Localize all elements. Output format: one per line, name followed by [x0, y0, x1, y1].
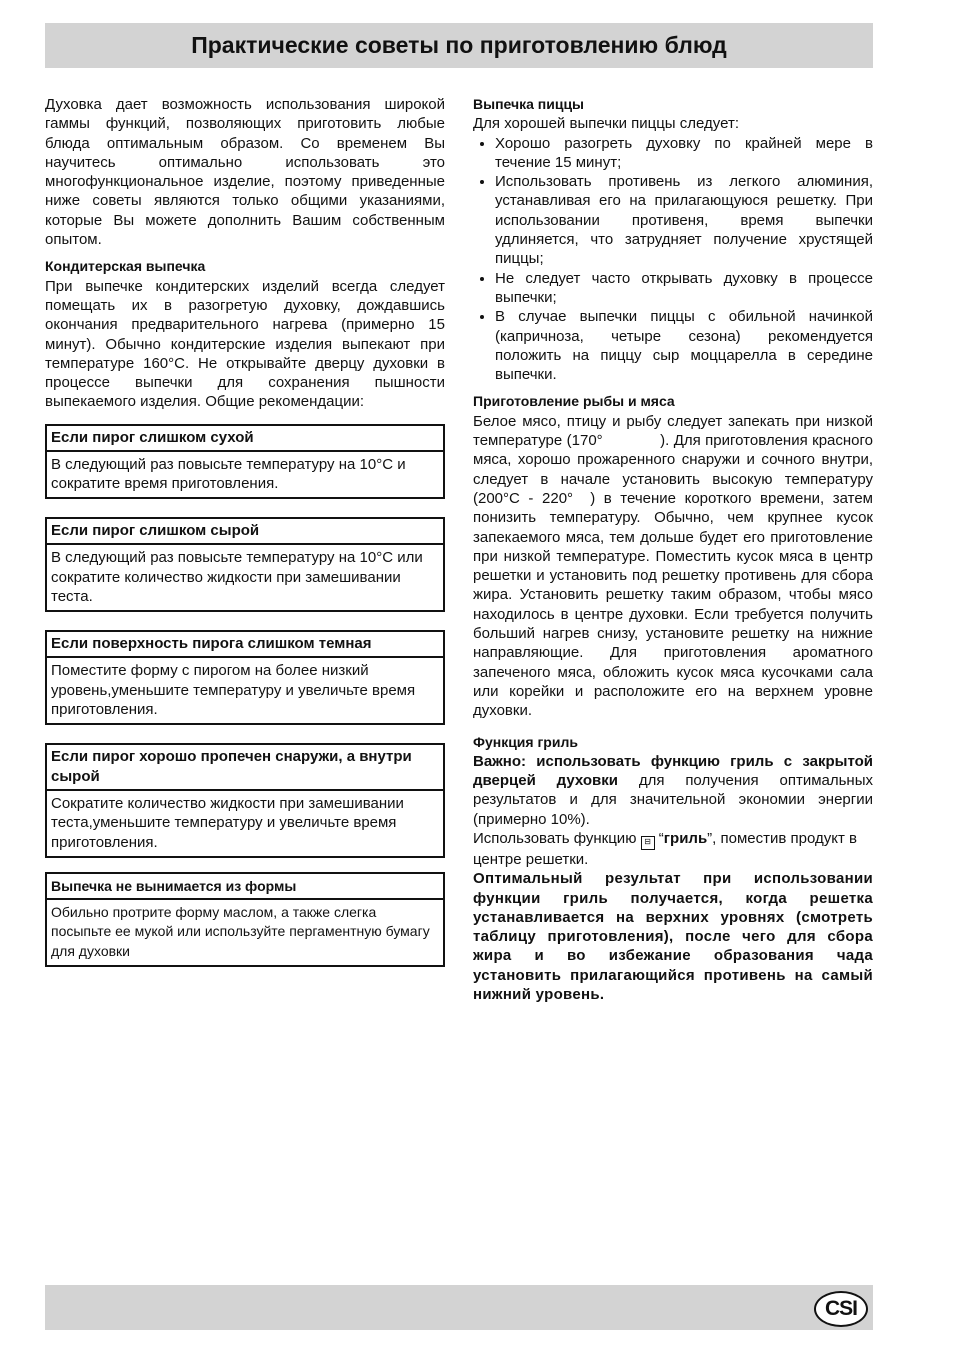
tip-text: Сократите количество жидкости при замешивании теста,уменьшите температуру и увеличьте время приготовления.	[51, 795, 404, 851]
grill-important: Важно: использовать функцию гриль с закрытой дверцей духовки	[473, 752, 873, 790]
pizza-list	[473, 134, 873, 385]
tip-heading: Если пирог слишком сухой	[47, 426, 443, 452]
grill-text: для получения оптимальных результатов и для значительной экономии энергии (примерно 10%).	[473, 772, 873, 828]
grill-use	[473, 829, 873, 869]
tip-box	[45, 743, 445, 858]
tip-heading: Выпечка не вынимается из формы	[47, 874, 443, 900]
csi-logo: CSI	[814, 1291, 868, 1327]
grill-heading: Функция гриль	[473, 733, 578, 750]
tip-text: Обильно протрите форму маслом, а также слегка посыпьте ее мукой или используйте пергаментную бумагу для духовки	[51, 904, 430, 959]
quote-open: “	[654, 829, 664, 847]
tip-text: Поместите форму с пирогом на более низкий уровень,уменьшите температуру и увеличьте время приготовления.	[51, 662, 416, 718]
grill-use-text: Использовать функцию	[473, 829, 641, 847]
right-column	[473, 95, 878, 1004]
pastry-heading: Кондитерская выпечка	[45, 258, 206, 275]
tip-text: В следующий раз повысьте температуру на 10°С или сократите количество жидкости при замешивании теста.	[51, 549, 423, 605]
list-item: • В случае выпечки пиццы с обильной начинкой (капричноза, четыре сезона) рекомендуется положить на пиццу сыр моццарелла в середине выпечки.	[495, 307, 873, 384]
grill-word: гриль	[663, 829, 708, 847]
left-column	[45, 95, 445, 967]
tip-box	[45, 517, 445, 612]
footer-bar	[45, 1285, 873, 1330]
tip-box	[45, 424, 445, 500]
tip-heading: Если поверхность пирога слишком темная	[47, 632, 443, 658]
pastry-paragraph: При выпечке кондитерских изделий всегда следует помещать их в разогретую духовку, дождавшись окончания предварительного нагрева (примерно 15 минут). Обычно кондитерские изделия выпекают при температуре 160°С. Не открывайте дверцу духовки в процессе выпечки для сохранения пышности выпекаемого изделия. Общие рекомендации:	[45, 277, 445, 411]
tip-box	[45, 630, 445, 725]
list-item: • Не следует часто открывать духовку в процессе выпечки;	[495, 269, 873, 308]
tip-box	[45, 872, 445, 967]
list-item: • Хорошо разогреть духовку по крайней мере в течение 15 минут;	[495, 134, 873, 173]
list-item: • Использовать противень из легкого алюминия, устанавливая его на прилагающуюся решетку. При использовании противеня, время выпечки удлиняется, что затрудняет получение хрустящей пиццы;	[495, 172, 873, 268]
page-title: Практические советы по приготовлению блюд	[45, 23, 873, 68]
tip-text: В следующий раз повысьте температуру на 10°С и сократите время приготовления.	[51, 455, 406, 493]
pizza-intro: Для хорошей выпечки пиццы следует:	[473, 115, 739, 133]
grill-paragraph	[473, 752, 873, 829]
tip-heading: Если пирог хорошо пропечен снаружи, а внутри сырой	[47, 745, 443, 791]
grill-use-rest: ”, поместив продукт в центре решетки.	[473, 829, 857, 868]
grill-icon: ⊟	[641, 836, 655, 850]
meat-paragraph: Белое мясо, птицу и рыбу следует запекать при низкой температуре (170° ). Для приготовления красного мяса, хорошо прожаренного снаружи и сочного внутри, следует в начале установить высокую температуру (200°С - 220° ) в течение короткого времени, затем понизить температуру. Обычно, чем крупнее кусок запекаемого мяса, тем дольше будет его приготовление при низкой температуре. Поместить кусок мяса в центр решетки и установить под решетку противень для сбора жира. Установить решетку таким образом, чтобы мясо находилось в центре духовки. Если требуется получить больший нагрев снизу, установите решетку на нижние направляющие. Для приготовления ароматного запеченого мяса, обложить кусок мяса кусочками сала или корейки и расположите его на верхнем уровне духовки.	[473, 412, 878, 720]
pizza-heading: Выпечка пиццы	[473, 96, 585, 112]
grill-final: Оптимальный результат при использовании функции гриль получается, когда решетка устанавливается на верхних уровнях (смотреть таблицу приготовления), после чего для сбора жира и во избежание образования чада установить прилагающийся противень на самый нижний уровень.	[473, 870, 873, 1004]
meat-heading: Приготовление рыбы и мяса	[473, 393, 675, 410]
tip-heading: Если пирог слишком сырой	[47, 519, 443, 545]
intro-paragraph: Духовка дает возможность использования широкой гаммы функций, позволяющих приготовить любые блюда оптимальным образом. Со временем Вы научитесь оптимально использовать это многофункциональное изделие, поэтому приведенные ниже советы являются только общими указаниями, которые Вы можете дополнить Вашим собственным опытом.	[45, 96, 445, 249]
